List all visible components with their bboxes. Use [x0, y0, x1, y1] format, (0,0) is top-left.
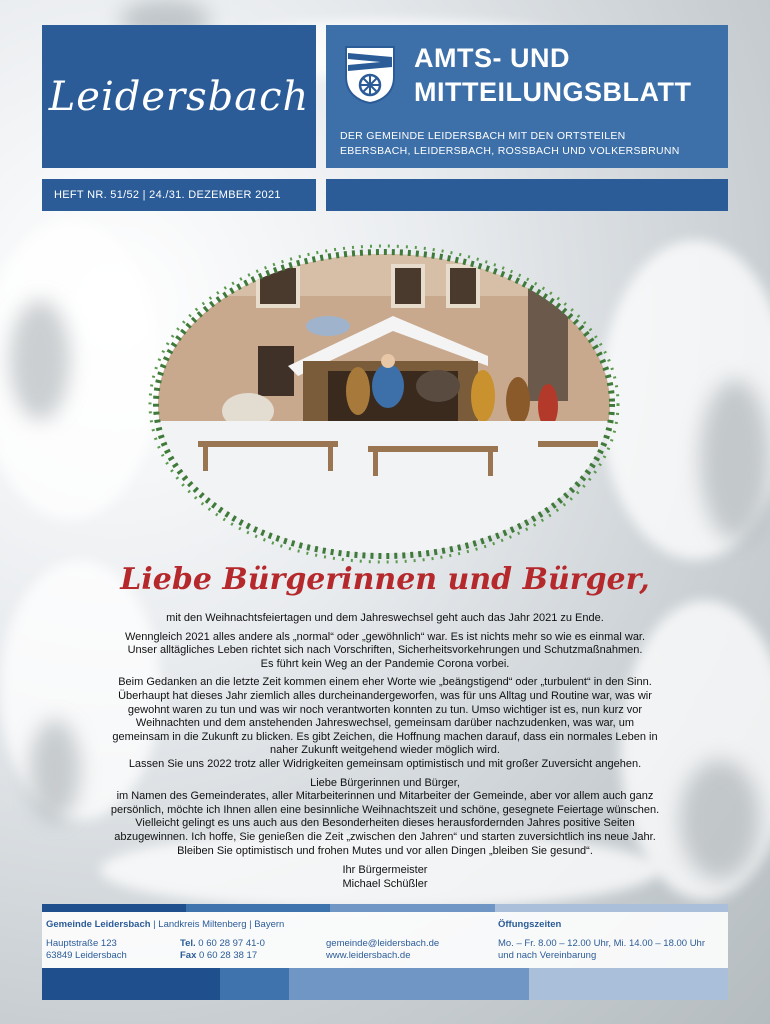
footer-contact [42, 912, 728, 968]
greeting-heading: Liebe Bürgerinnen und Bürger, [120, 562, 650, 597]
letter-line: Liebe Bürgerinnen und Bürger, [310, 776, 460, 789]
masthead-subtitle [340, 129, 720, 159]
issue-bar-filler [326, 179, 728, 211]
signature-block [36, 864, 734, 891]
footer-phone [180, 938, 265, 962]
letter-line: naher Zukunft weitgehend wieder möglich wird. [270, 744, 500, 757]
city: 63849 Leidersbach [46, 950, 127, 961]
footer-color-bar-bottom [42, 968, 728, 1000]
letter-paragraph [36, 777, 734, 859]
subtitle-line: DER GEMEINDE LEIDERSBACH MIT DEN ORTSTEILEN [340, 130, 626, 142]
letter-line: gemeinsam in die Zukunft zu blicken. Es gibt Zeichen, die Hoffnung machen darauf, dass ein normales Leben in [112, 730, 658, 743]
footer-online [326, 938, 439, 962]
letter-line: Unser alltägliches Leben richtet sich nach Vorschriften, Sicherheitsvorkehrungen und Schutzmaßnahmen. [127, 644, 643, 657]
hours-line: und nach Vereinbarung [498, 950, 597, 961]
fax-number: 0 60 28 38 17 [196, 950, 258, 961]
footer-color-bar-top [42, 904, 728, 912]
nativity-scene-image [138, 236, 630, 586]
footer-address [46, 938, 127, 962]
logo-panel [42, 25, 316, 168]
masthead-title-line1: AMTS- UND [414, 43, 570, 73]
letter-line: Vielleicht gelingt es uns auch aus den Besonderheiten dieses herausfordernden Jahres positive Seiten [135, 817, 635, 830]
municipality-logo: Leidersbach [48, 73, 310, 120]
title-panel [326, 25, 728, 168]
letter-line: Es führt kein Weg an der Pandemie Corona vorbei. [260, 657, 510, 670]
letter-line: gewohnt waren zu tun und was wir noch verantworten konnten zu tun. Umso wichtiger ist es, nun kurz vor [127, 703, 643, 716]
letter-line: Überhaupt hat dieses Jahr ziemlich alles durcheinandergeworfen, was für uns Alltag und Routine war, was wir [118, 689, 652, 702]
mayor-letter [36, 612, 734, 891]
letter-line: Bleiben Sie optimistisch und frohen Mutes und vor allen Dingen „bleiben Sie gesund“. [177, 844, 593, 857]
letter-line: im Namen des Gemeinderates, aller Mitarbeiterinnen und Mitarbeiter der Gemeinde, aber vor allem auch ganz [116, 790, 654, 803]
coat-of-arms-icon [342, 43, 398, 105]
tel-number: 0 60 28 97 41-0 [195, 938, 265, 949]
footer-organization [46, 919, 284, 931]
email-link[interactable]: gemeinde@leidersbach.de [326, 938, 440, 949]
signature-role: Ihr Bürgermeister [342, 864, 428, 877]
fax-label: Fax [180, 950, 197, 961]
opening-hours [498, 938, 705, 962]
letter-paragraph [36, 612, 734, 626]
street: Hauptstraße 123 [46, 938, 117, 949]
opening-hours-title: Öffungszeiten [498, 919, 562, 930]
letter-line: Weihnachten und dem anstehenden Jahreswechsel, gemeinsam darüber nachzudenken, was war, um [135, 717, 635, 730]
letter-line: persönlich, möchte ich Ihnen allen eine besinnliche Weihnachtszeit und schöne, gesegnete Feiertage wünschen. [110, 803, 660, 816]
letter-line: Wenngleich 2021 alles andere als „normal“ oder „gewöhnlich“ war. Es ist nichts mehr so wie es einmal war. [124, 630, 646, 643]
org-name: Gemeinde Leidersbach [46, 919, 151, 930]
issue-info: HEFT NR. 51/52 | 24./31. DEZEMBER 2021 [42, 179, 316, 211]
org-region: | Landkreis Miltenberg | Bayern [150, 919, 285, 930]
letter-line: Beim Gedanken an die letzte Zeit kommen einem eher Worte wie „beängstigend“ oder „turbulent“ in den Sinn. [118, 676, 652, 689]
masthead-title-line2: MITTEILUNGSBLATT [414, 77, 692, 107]
website-link[interactable]: www.leidersbach.de [326, 950, 411, 961]
letter-line: abzugewinnen. Ich hoffe, Sie genießen die Zeit „zwischen den Jahren“ und starten zuversichtlich ins neue Jahr. [114, 830, 656, 843]
hours-line: Mo. – Fr. 8.00 – 12.00 Uhr, Mi. 14.00 – 18.00 Uhr [498, 938, 706, 949]
letter-line: mit den Weihnachtsfeiertagen und dem Jahreswechsel geht auch das Jahr 2021 zu Ende. [166, 612, 604, 624]
letter-paragraph [36, 676, 734, 771]
tel-label: Tel. [180, 938, 196, 949]
letter-paragraph [36, 631, 734, 672]
subtitle-line: EBERSBACH, LEIDERSBACH, ROSSBACH UND VOLKERSBRUNN [340, 145, 680, 157]
signature-name: Michael Schüßler [342, 877, 428, 890]
letter-line: Lassen Sie uns 2022 trotz aller Widrigkeiten gemeinsam optimistisch und mit großer Zuversicht angehen. [128, 757, 642, 770]
